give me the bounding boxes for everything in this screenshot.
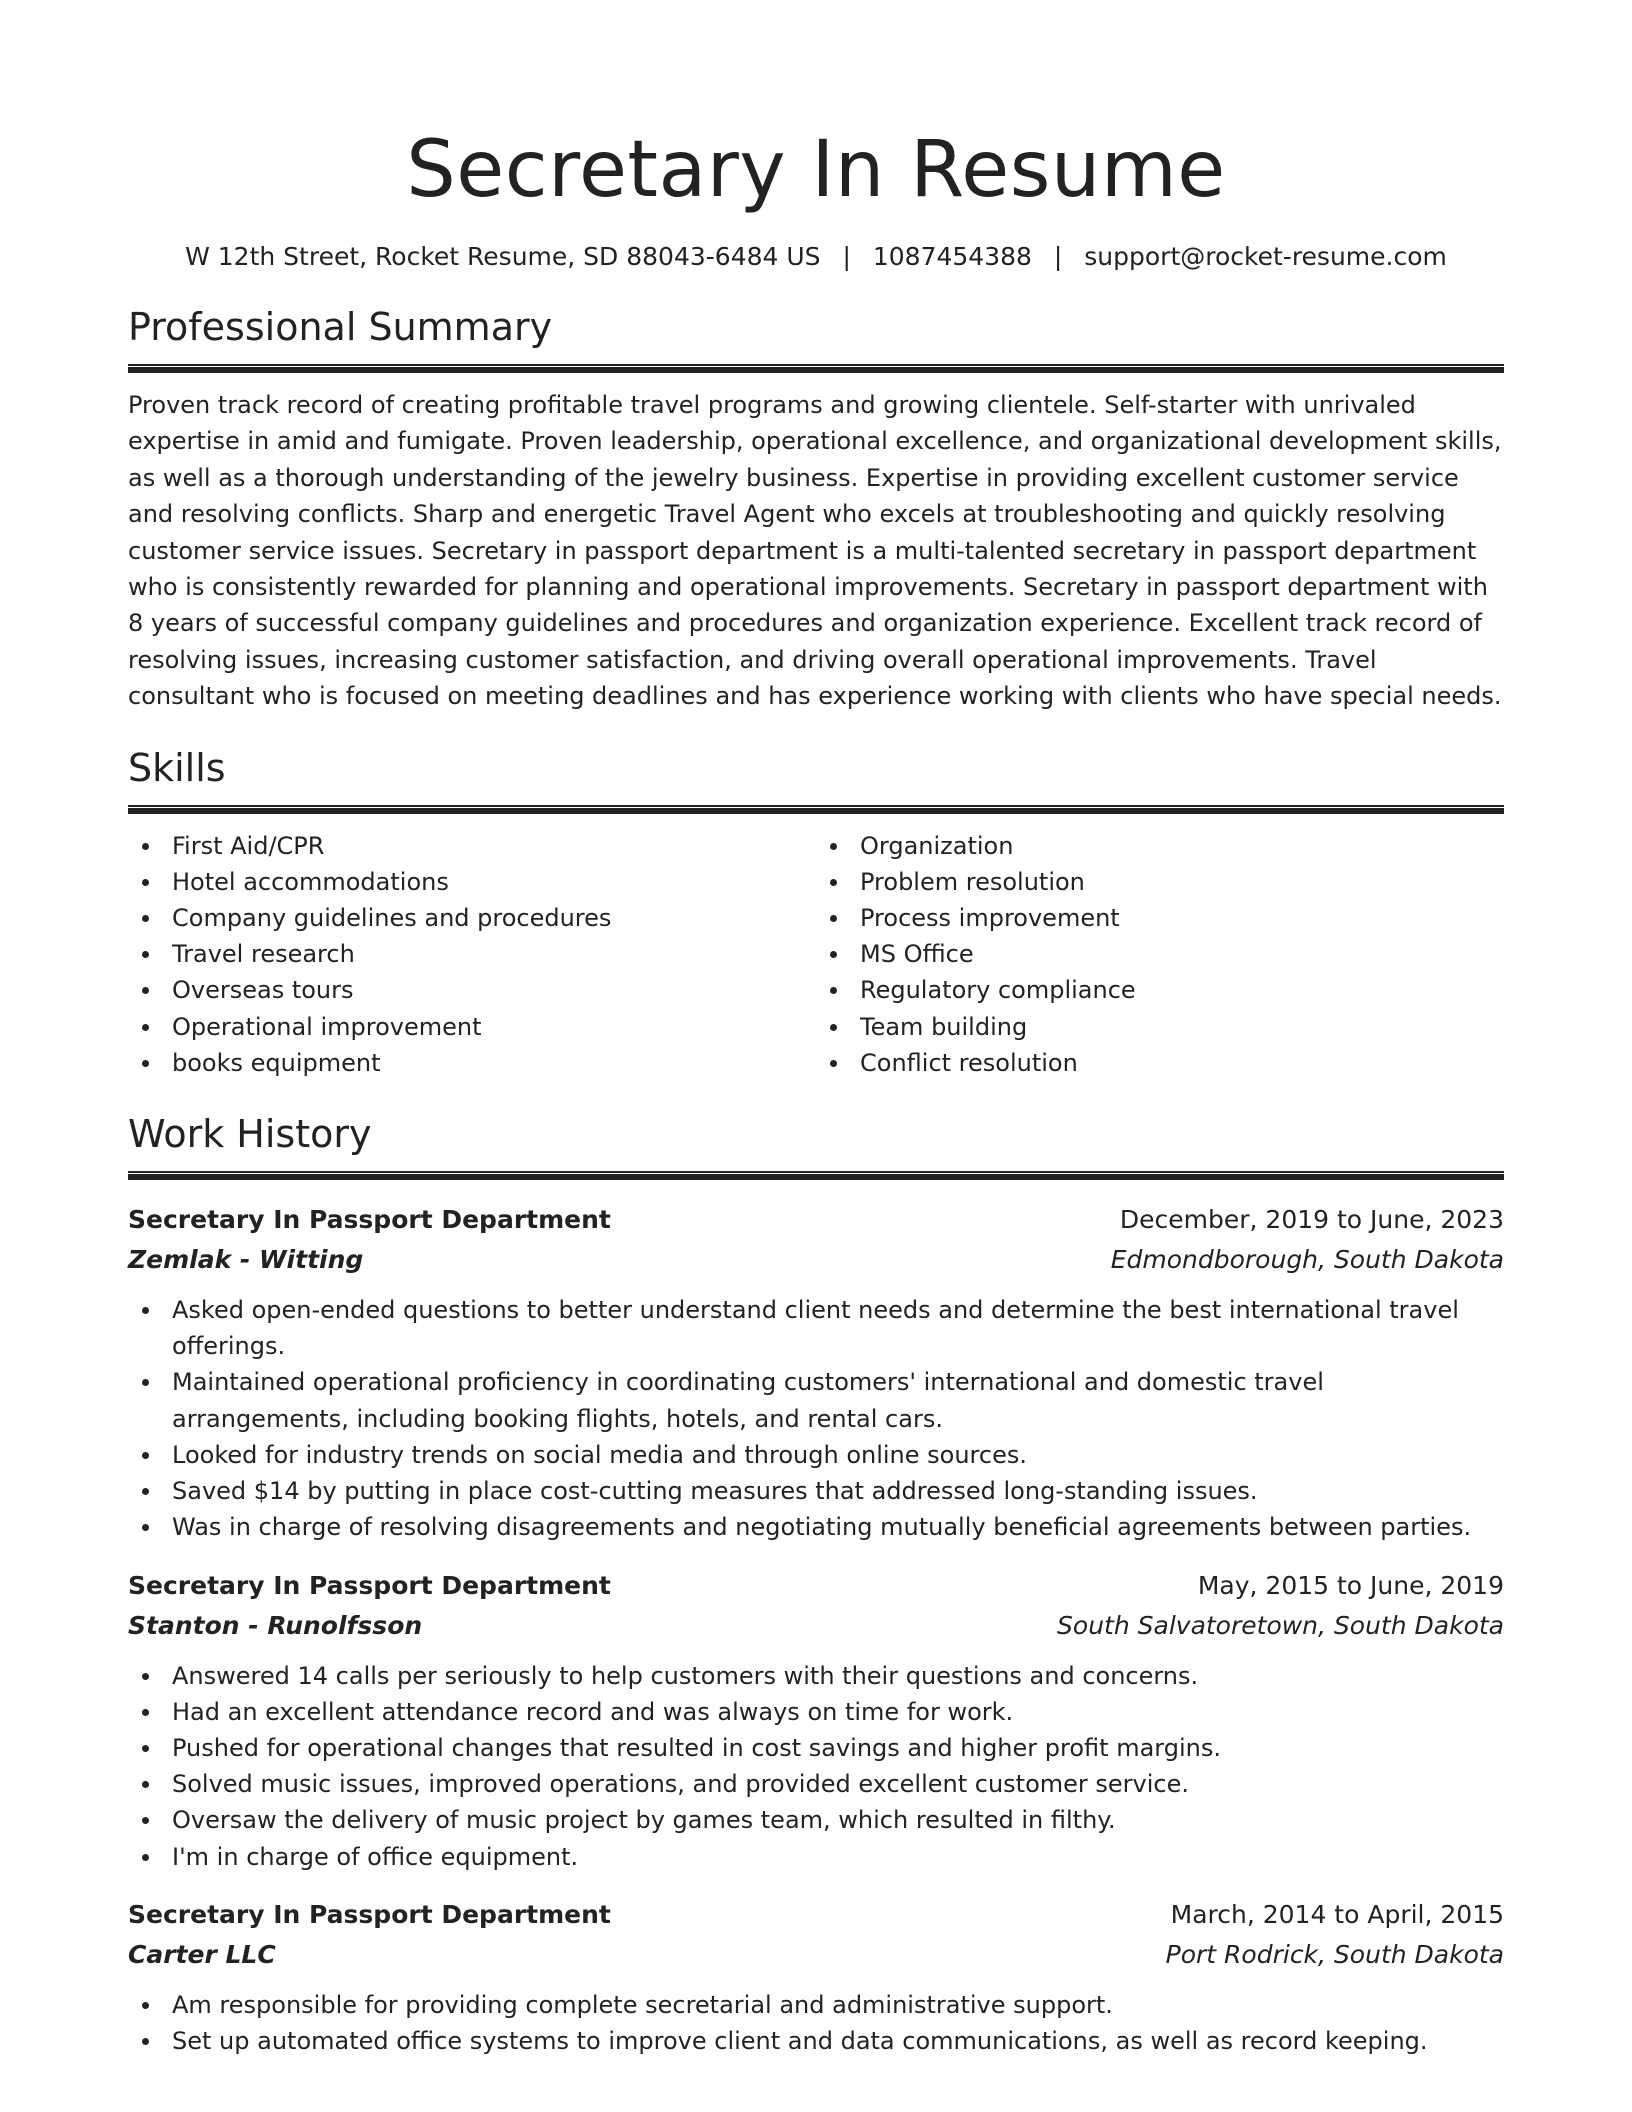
job-bullet: Asked open-ended questions to better understand client needs and determine the best international travel offerings. [128,1292,1504,1364]
job-header-row [128,1200,1504,1240]
job-company-row [128,1935,1504,1975]
job-header-row [128,1566,1504,1606]
skill-item: Regulatory compliance [816,972,1504,1008]
skills-columns [128,828,1504,1081]
job-entry [128,1566,1504,1875]
job-company: Stanton - Runolfsson [128,1610,423,1640]
skill-item: Overseas tours [128,972,816,1008]
skill-item: Problem resolution [816,864,1504,900]
job-company-row [128,1606,1504,1646]
skill-item: Process improvement [816,900,1504,936]
section-divider [128,1171,1504,1180]
job-bullet: Pushed for operational changes that resulted in cost savings and higher profit margins. [128,1730,1504,1766]
job-entry [128,1200,1504,1545]
job-title: Secretary In Passport Department [128,1570,611,1600]
section-title-skills: Skills [128,745,226,790]
section-divider [128,805,1504,814]
skill-item: Team building [816,1009,1504,1045]
job-header-row [128,1895,1504,1935]
job-location: Port Rodrick, South Dakota [1165,1939,1504,1969]
job-bullet: Oversaw the delivery of music project by games team, which resulted in filthy. [128,1802,1504,1838]
skills-section [128,743,1504,1081]
job-bullet: Answered 14 calls per seriously to help customers with their questions and concerns. [128,1658,1504,1694]
job-bullets [128,1987,1504,2059]
job-bullet: Maintained operational proficiency in coordinating customers' international and domestic travel arrangements, including booking flights, hotels, and rental cars. [128,1364,1504,1436]
skill-item: Operational improvement [128,1009,816,1045]
job-title: Secretary In Passport Department [128,1899,611,1929]
job-entry [128,1895,1504,2059]
skill-item: Conflict resolution [816,1045,1504,1081]
job-location: Edmondborough, South Dakota [1110,1245,1504,1275]
skill-item: Company guidelines and procedures [128,900,816,936]
contact-separator: | [1053,242,1063,271]
job-bullet: Had an excellent attendance record and was always on time for work. [128,1694,1504,1730]
job-company: Carter LLC [128,1939,276,1969]
job-bullet: Set up automated office systems to improve client and data communications, as well as record keeping. [128,2023,1504,2059]
job-bullet: Solved music issues, improved operations, and provided excellent customer service. [128,1766,1504,1802]
job-company: Zemlak - Witting [128,1245,364,1275]
skill-item: Organization [816,828,1504,864]
job-company-row [128,1240,1504,1280]
job-bullet: I'm in charge of office equipment. [128,1839,1504,1875]
candidate-name: Secretary In Resume [406,125,1226,215]
section-title-work: Work History [128,1112,372,1157]
job-bullets [128,1658,1504,1875]
job-dates: May, 2015 to June, 2019 [1197,1570,1504,1600]
address: W 12th Street, Rocket Resume, SD 88043-6484 US [185,242,821,271]
summary-text: Proven track record of creating profitable travel programs and growing clientele. Self-starter with unrivaled expertise in amid and fumigate. Proven leadership, operational excellence, and organizational development skills, as well as a thorough understanding of the jewelry business. Expertise in providing excellent customer service and resolving conflicts. Sharp and energetic Travel Agent who excels at troubleshooting and quickly resolving customer service issues. Secretary in passport department is a multi-talented secretary in passport department who is consistently rewarded for planning and operational improvements. Secretary in passport department with 8 years of successful company guidelines and procedures and organization experience. Excellent track record of resolving issues, increasing customer satisfaction, and driving overall operational improvements. Travel consultant who is focused on meeting deadlines and has experience working with clients who have special needs. [128,391,1502,711]
skill-item: First Aid/CPR [128,828,816,864]
professional-summary-section [128,302,1504,715]
skills-list-left [128,828,816,1081]
skill-item: Travel research [128,936,816,972]
email: support@rocket-resume.com [1084,242,1447,271]
section-title-summary: Professional Summary [128,305,553,349]
contact-line [128,240,1504,274]
job-dates: March, 2014 to April, 2015 [1170,1899,1504,1929]
skill-item: MS Office [816,936,1504,972]
section-divider [128,364,1504,373]
skill-item: books equipment [128,1045,816,1081]
skills-list-right [816,828,1504,1081]
job-title: Secretary In Passport Department [128,1205,611,1235]
job-location: South Salvatoretown, South Dakota [1057,1610,1504,1640]
job-bullet: Was in charge of resolving disagreements and negotiating mutually beneficial agreements between parties. [128,1509,1504,1545]
contact-separator: | [842,242,851,271]
phone: 1087454388 [872,242,1032,271]
job-bullet: Looked for industry trends on social media and through online sources. [128,1437,1504,1473]
job-dates: December, 2019 to June, 2023 [1119,1205,1504,1235]
job-bullet: Am responsible for providing complete secretarial and administrative support. [128,1987,1504,2023]
work-history-section [128,1109,1504,2059]
skill-item: Hotel accommodations [128,864,816,900]
job-bullet: Saved $14 by putting in place cost-cutting measures that addressed long-standing issues. [128,1473,1504,1509]
job-bullets [128,1292,1504,1545]
